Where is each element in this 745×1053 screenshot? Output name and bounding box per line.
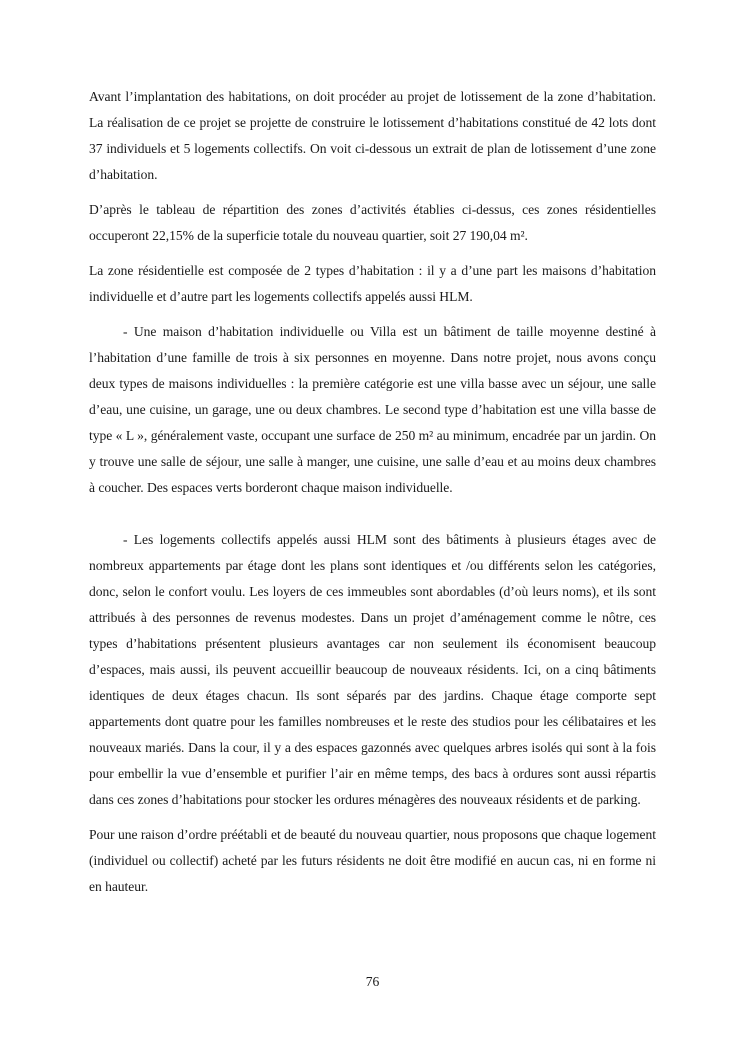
paragraph-conclusion: Pour une raison d’ordre préétabli et de beauté du nouveau quartier, nous proposons que chaque logement (individuel ou collectif) acheté par les futurs résidents ne doit être modifié en aucun cas, ni en forme ni en hauteur. — [89, 827, 656, 894]
paragraph-lotissement-intro: Avant l’implantation des habitations, on doit procéder au projet de lotissement de la zone d’habitation. La réalisation de ce projet se projette de construire le lotissement d’habitations constitué de 42 lots dont 37 individuels et 5 logements collectifs. On voit ci-dessous un extrait de plan de lotissement d’une zone d’habitation. — [89, 89, 656, 182]
paragraph-logements-collectifs: - Les logements collectifs appelés aussi HLM sont des bâtiments à plusieurs étages avec de nombreux appartements par étage dont les plans sont identiques et /ou différents selon les catégories, donc, selon le confort voulu. Les loyers de ces immeubles sont abordables (d’où leurs noms), et ils sont attribués à des personnes de revenus modestes. Dans un projet d’aménagement comme le nôtre, ces types d’habitations présentent plusieurs avantages car non seulement ils économisent beaucoup d’espaces, mais aussi, ils peuvent accueillir beaucoup de nouveaux résidents. Ici, on a cinq bâtiments identiques de deux étages chacun. Ils sont séparés par des jardins. Chaque étage comporte sept appartements dont quatre pour les familles nombreuses et le reste des studios pour les célibataires et les nouveaux mariés. Dans la cour, il y a des espaces gazonnés avec quelques arbres isolés qui sont à la fois pour embellir la vue d’ensemble et purifier l’air en même temps, des bacs à ordures sont aussi répartis dans ces zones d’habitations pour stocker les ordures ménagères des nouveaux résidents et de parking. — [89, 532, 656, 807]
document-body — [89, 84, 656, 909]
paragraph-maison-individuelle: - Une maison d’habitation individuelle ou Villa est un bâtiment de taille moyenne destiné à l’habitation d’une famille de trois à six personnes en moyenne. Dans notre projet, nous avons conçu deux types de maisons individuelles : la première catégorie est une villa basse avec un séjour, une salle d’eau, une cuisine, un garage, une ou deux chambres. Le second type d’habitation est une villa basse de type « L », généralement vaste, occupant une surface de 250 m² au minimum, encadrée par un jardin. On y trouve une salle de séjour, une salle à manger, une cuisine, une salle d’eau et au moins deux chambres à coucher. Des espaces verts borderont chaque maison individuelle. — [89, 324, 656, 495]
paragraph-types-habitation: La zone résidentielle est composée de 2 types d’habitation : il y a d’une part les maisons d’habitation individuelle et d’autre part les logements collectifs appelés aussi HLM. — [89, 263, 656, 304]
paragraph-spacer — [89, 510, 656, 527]
page-number: 76 — [365, 974, 380, 989]
paragraph-superficie: D’après le tableau de répartition des zones d’activités établies ci-dessus, ces zones résidentielles occuperont 22,15% de la superficie totale du nouveau quartier, soit 27 190,04 m². — [89, 202, 656, 243]
